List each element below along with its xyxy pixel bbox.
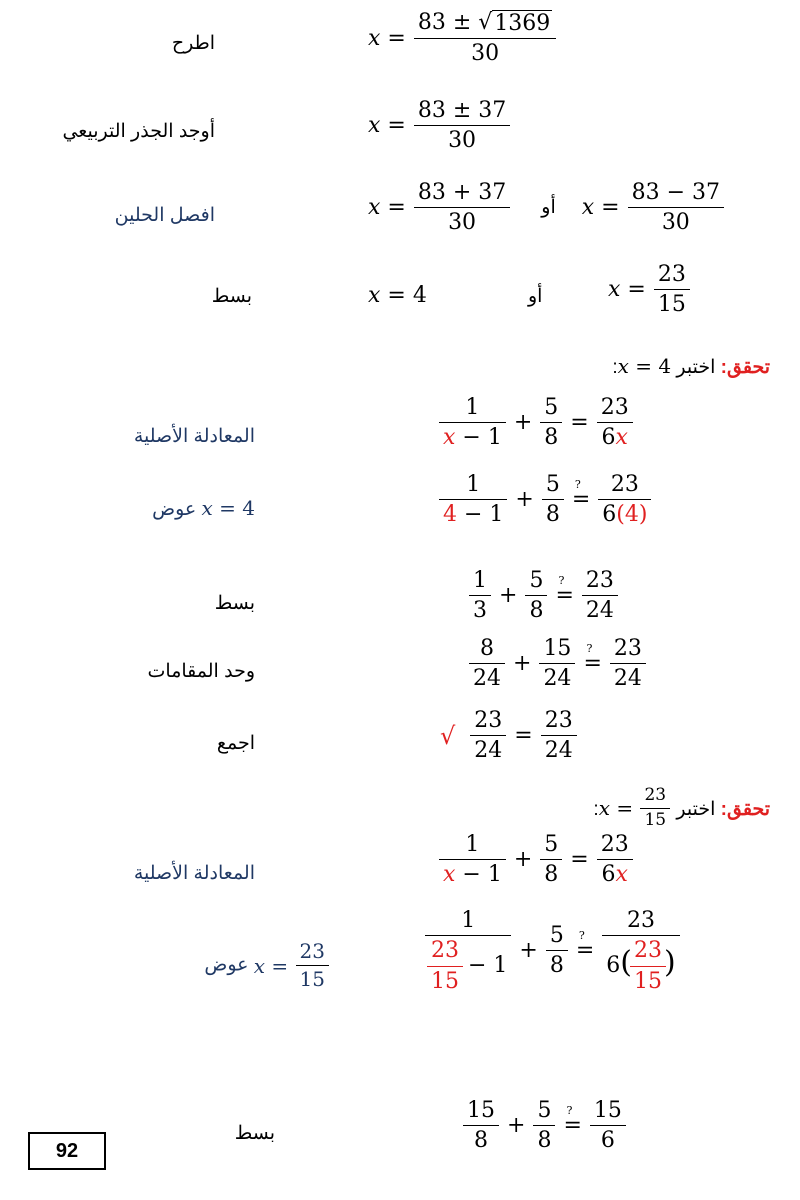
step-label-substitute-4: عوض x = 4 xyxy=(152,496,255,520)
step-label-simplify-2: بسط xyxy=(214,593,255,614)
math-substitute-4: $\frac{1}{4 - 1}$ + $\frac{5}{8}$ ? = $\frac{23}{6(4)}$ xyxy=(438,472,652,528)
step-label-separate: افصل الحلين xyxy=(114,205,215,226)
step-label-find-sqrt: أوجد الجذر التربيعي xyxy=(62,121,215,142)
math-original-equation-2: $\frac{1}{x - 1}$ + $\frac{5}{8}$ = $\frac{23}{6x}$ xyxy=(438,832,634,888)
step-label-subtract: اطرح xyxy=(171,33,215,54)
check-mark-icon: √ xyxy=(440,721,456,750)
or-word: أو xyxy=(541,197,556,219)
or-word: أو xyxy=(528,286,543,307)
math-simplify-4: $\frac{1}{3}$ + $\frac{5}{8}$ ? = $\frac{23}{24}$ xyxy=(468,568,619,624)
math-two-solutions: x = $\frac{83 + 37}{30}$ أو x = $\frac{83 - 37}{30}$ xyxy=(368,180,725,236)
math-add-4: √ $\frac{23}{24}$ = $\frac{23}{24}$ xyxy=(440,708,578,764)
math-substitute-23-15: 1 $\frac{23}{15}$ − 1 + $\frac{5}{8}$ ? = 23 6( $\frac{23}{15}$ ) xyxy=(424,908,681,994)
step-label-original-2: المعادلة الأصلية xyxy=(133,863,255,884)
math-original-equation: $\frac{1}{x - 1}$ + $\frac{5}{8}$ = $\frac{23}{6x}$ xyxy=(438,395,634,451)
math-lcd-4: $\frac{8}{24}$ + $\frac{15}{24}$ ? = $\frac{23}{24}$ xyxy=(468,636,647,692)
math-solution-23-15: x = $\frac{23}{15}$ xyxy=(608,262,691,318)
step-label-add: اجمع xyxy=(216,733,255,754)
verify-heading-x23-15: تحقق: اختبر x = $\frac{23}{15}$ : xyxy=(593,785,770,830)
page-number: 92 xyxy=(28,1132,106,1170)
step-label-original: المعادلة الأصلية xyxy=(133,426,255,447)
math-sqrt-evaluated: x = $\frac{83 \pm 37}{30}$ xyxy=(368,98,511,154)
step-label-substitute-23-15: عوض x = $\frac{23}{15}$ xyxy=(204,940,330,991)
math-solution-4: x = 4 xyxy=(368,283,427,308)
step-label-simplify: بسط xyxy=(211,286,252,307)
math-simplify-23-15: $\frac{15}{8}$ + $\frac{5}{8}$ ? = $\frac{15}{6}$ xyxy=(462,1098,627,1154)
step-label-simplify-3: بسط xyxy=(234,1123,275,1144)
math-quadratic-formula: x = 83 ± √ 1369 30 xyxy=(368,10,557,67)
verify-heading-x4: تحقق: اختبر x = 4: xyxy=(612,354,770,378)
step-label-lcd: وحد المقامات xyxy=(147,661,255,682)
